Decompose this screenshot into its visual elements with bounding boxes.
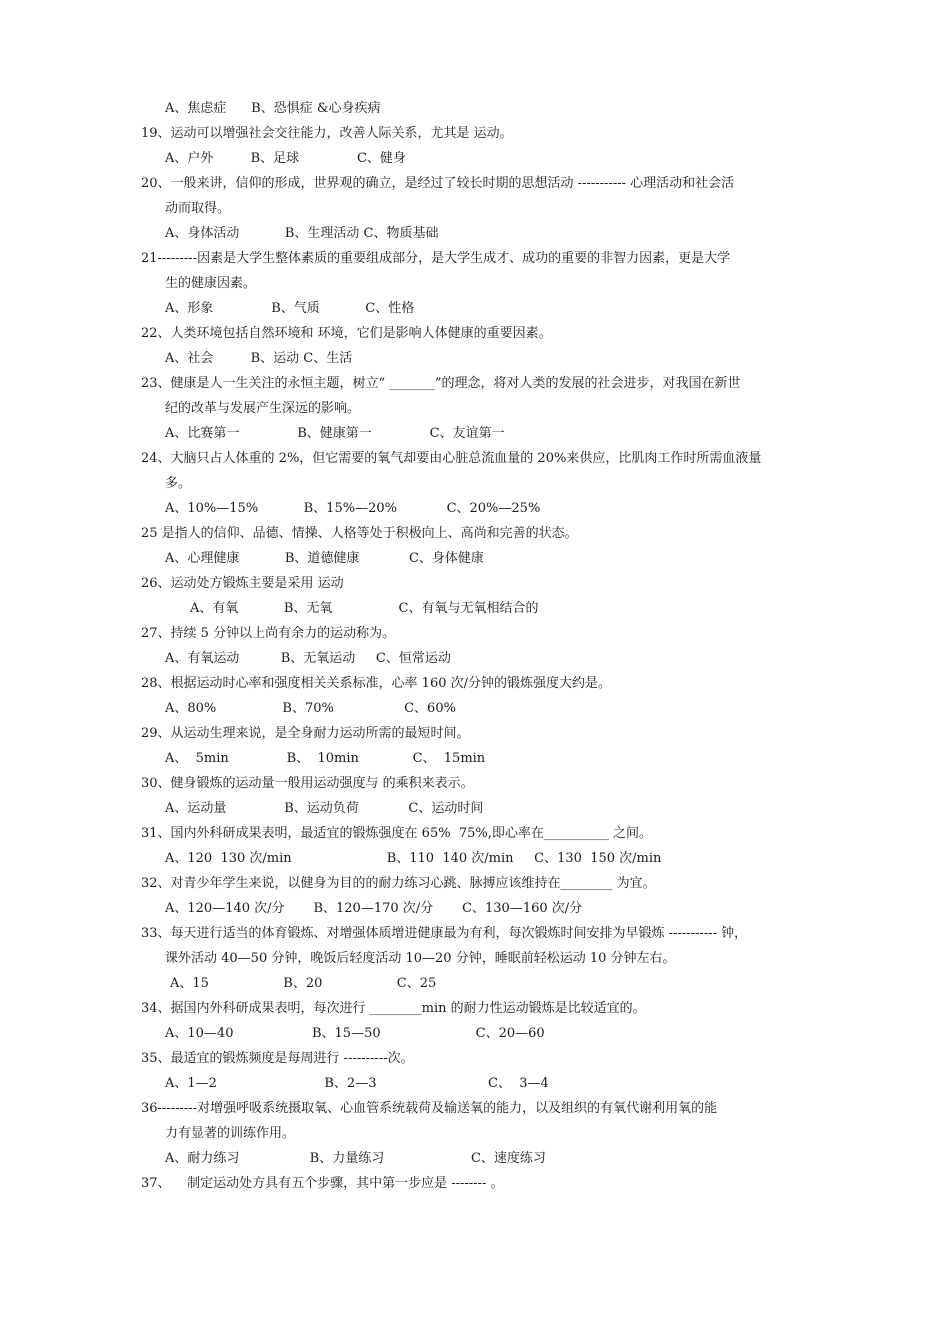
answer-options-27: A、有氧运动 B、无氧运动 C、恒常运动	[165, 651, 451, 666]
answer-options-24: A、10%—15% B、15%—20% C、20%—25%	[165, 501, 541, 516]
answer-options-36: A、耐力练习 B、力量练习 C、速度练习	[165, 1151, 546, 1166]
question-34: 34、据国内外科研成果表明，每次进行 ________min 的耐力性运动锻炼是比较适宜的。	[141, 1001, 646, 1016]
answer-options-35: A、1—2 B、2—3 C、 3—4	[165, 1076, 549, 1091]
question-35: 35、最适宜的锻炼频度是每周进行 ----------次。	[141, 1051, 414, 1066]
answer-options-26: A、有氧 B、无氧 C、有氧与无氧相结合的	[190, 601, 539, 616]
answer-options-30: A、运动量 B、运动负荷 C、运动时间	[165, 801, 484, 816]
answer-options-33: A、15 B、20 C、25	[170, 976, 437, 991]
answer-options-22: A、社会 B、运动 C、生活	[165, 351, 353, 366]
question-23-continued: 纪的改革与发展产生深远的影响。	[165, 401, 361, 416]
question-25: 25 是指人的信仰、品德、情操、人格等处于积极向上、高尚和完善的状态。	[141, 526, 578, 541]
question-37: 37、 制定运动处方具有五个步骤，其中第一步应是 -------- 。	[141, 1176, 504, 1191]
answer-options-29: A、 5min B、 10min C、 15min	[165, 751, 486, 766]
question-29: 29、从运动生理来说，是全身耐力运动所需的最短时间。	[141, 726, 470, 741]
question-36: 36---------对增强呼吸系统摄取氧、心血管系统载荷及输送氧的能力，以及组织的有氧代谢利用氧的能	[141, 1101, 718, 1116]
question-27: 27、持续 5 分钟以上尚有余力的运动称为。	[141, 626, 396, 641]
question-19: 19、运动可以增强社会交往能力，改善人际关系，尤其是 运动。	[141, 126, 513, 141]
question-23: 23、健康是人一生关注的永恒主题，树立“ _______”的理念，将对人类的发展的社会进步，对我国在新世	[141, 376, 741, 391]
question-22: 22、人类环境包括自然环境和 环境，它们是影响人体健康的重要因素。	[141, 326, 552, 341]
question-31: 31、国内外科研成果表明，最适宜的锻炼强度在 65% 75%,即心率在__________ 之间。	[141, 826, 652, 841]
question-24: 24、大脑只占人体重的 2%，但它需要的氧气却要由心脏总流血量的 20%来供应，比肌肉工作时所需血液量	[141, 451, 762, 466]
answer-options-20: A、身体活动 B、生理活动 C、物质基础	[165, 226, 439, 241]
question-20-continued: 动而取得。	[165, 201, 231, 216]
question-21-continued: 生的健康因素。	[165, 276, 257, 291]
question-24-continued: 多。	[165, 476, 192, 491]
question-21: 21---------因素是大学生整体素质的重要组成部分，是大学生成才、成功的重要的非智力因素，更是大学	[141, 251, 731, 266]
answer-options-32: A、120—140 次/分 B、120—170 次/分 C、130—160 次/分	[165, 901, 583, 916]
answer-options-18: A、焦虑症 B、恐惧症 &心身疾病	[165, 101, 381, 116]
answer-options-34: A、10—40 B、15—50 C、20—60	[165, 1026, 545, 1041]
answer-options-28: A、80% B、70% C、60%	[165, 701, 456, 716]
question-33-continued: 课外活动 40—50 分钟，晚饭后轻度活动 10—20 分钟，睡眠前轻松运动 10 分钟左右。	[165, 951, 676, 966]
question-33: 33、每天进行适当的体育锻炼、对增强体质增进健康最为有利，每次锻炼时间安排为早锻炼 ----------- 钟，	[141, 926, 748, 941]
answer-options-23: A、比赛第一 B、健康第一 C、友谊第一	[165, 426, 505, 441]
question-30: 30、健身锻炼的运动量一般用运动强度与 的乘积来表示。	[141, 776, 474, 791]
question-36-continued: 力有显著的训练作用。	[165, 1126, 296, 1141]
question-28: 28、根据运动时心率和强度相关关系标准，心率 160 次/分钟的锻炼强度大约是。	[141, 676, 611, 691]
question-26: 26、运动处方锻炼主要是采用 运动	[141, 576, 344, 591]
answer-options-19: A、户外 B、足球 C、健身	[165, 151, 406, 166]
answer-options-31: A、120 130 次/min B、110 140 次/min C、130 150 次/min	[165, 851, 662, 866]
question-32: 32、对青少年学生来说，以健身为目的的耐力练习心跳、脉搏应该维持在________ 为宜。	[141, 876, 656, 891]
question-20: 20、一般来讲，信仰的形成，世界观的确立，是经过了较长时期的思想活动 ----------- 心理活动和社会活	[141, 176, 735, 191]
answer-options-25: A、心理健康 B、道德健康 C、身体健康	[165, 551, 484, 566]
answer-options-21: A、形象 B、气质 C、性格	[165, 301, 415, 316]
